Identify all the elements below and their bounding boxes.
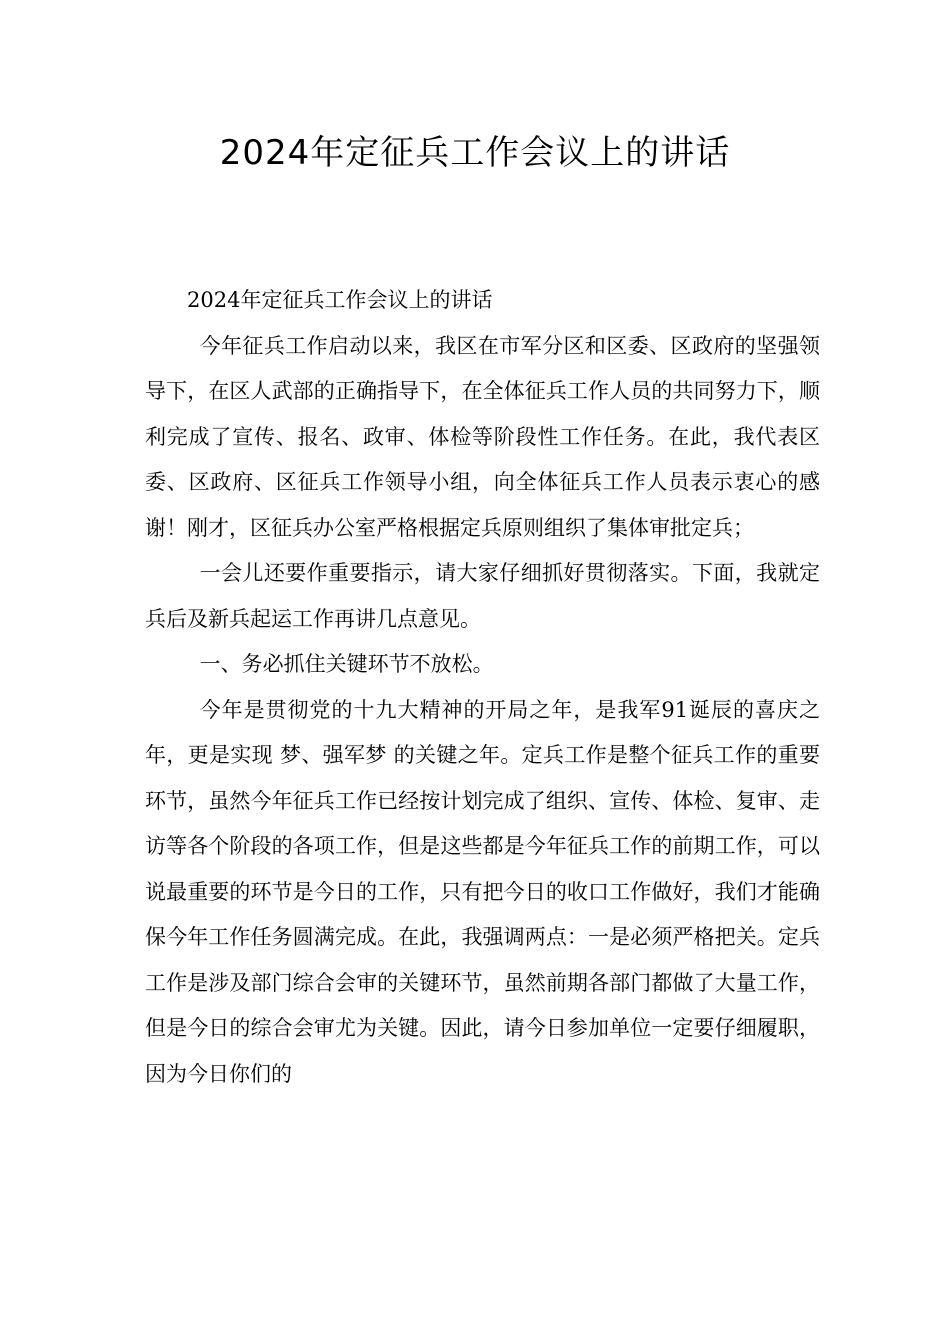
document-subtitle: 2024年定征兵工作会议上的讲话: [187, 288, 493, 312]
document-title: 2024年定征兵工作会议上的讲话: [219, 133, 731, 173]
paragraph-2: 一会儿还要作重要指示，请大家仔细抓好贯彻落实。下面，我就定兵后及新兵起运工作再讲几点意见。: [145, 561, 820, 631]
paragraph-1: 今年征兵工作启动以来，我区在市军分区和区委、区政府的坚强领导下，在区人武部的正确指导下，在全体征兵工作人员的共同努力下，顺利完成了宣传、报名、政审、体检等阶段性工作任务。在此，我代表区委、区政府、区征兵工作领导小组，向全体征兵工作人员表示衷心的感谢！刚才，区征兵办公室严格根据定兵原则组织了集体审批定兵；: [145, 333, 820, 540]
paragraph-3: 今年是贯彻党的十九大精神的开局之年，是我军91诞辰的喜庆之年，更是实现 梦、强军梦 的关键之年。定兵工作是整个征兵工作的重要环节，虽然今年征兵工作已经按计划完成了组织、宣传、体检、复审、走访等各个阶段的各项工作，但是这些都是今年征兵工作的前期工作，可以说最重要的环节是今日的工作，只有把今日的收口工作做好，我们才能确保今年工作任务圆满完成。在此，我强调两点：一是必须严格把关。定兵工作是涉及部门综合会审的关键环节，虽然前期各部门都做了大量工作，但是今日的综合会审尤为关键。因此，请今日参加单位一定要仔细履职，因为今日你们的: [145, 697, 820, 1086]
document-body: [145, 278, 820, 1097]
section-heading-1: 一、务必抓住关键环节不放松。: [199, 652, 494, 676]
